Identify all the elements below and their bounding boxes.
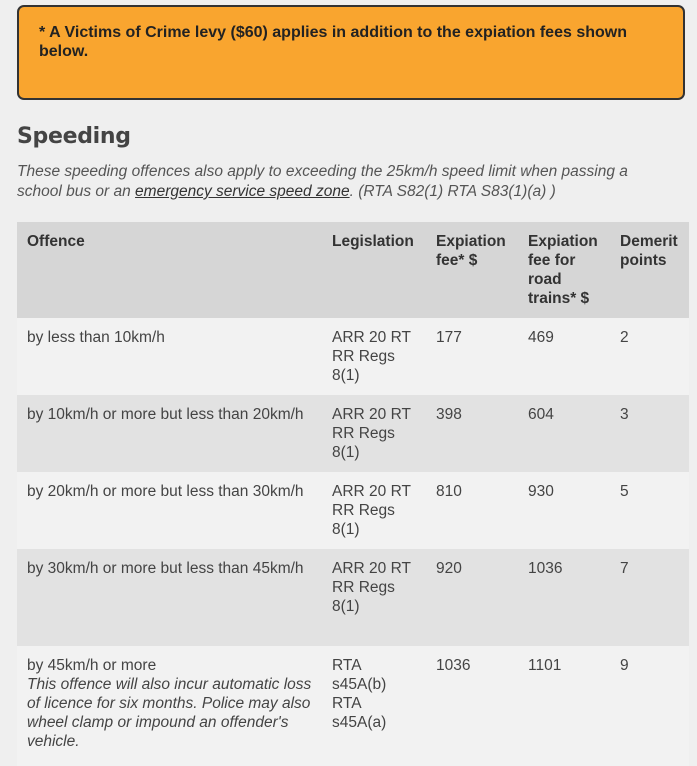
offence-note: This offence will also incur automatic loss of licence for six months. Police may also wheel clamp or impound an offender's vehicle.: [27, 676, 312, 750]
cell-offence: [17, 395, 322, 472]
cell-fee: 920: [436, 560, 462, 577]
offence-text: by 10km/h or more but less than 20km/h: [27, 406, 304, 423]
cell-fee: 177: [436, 329, 462, 346]
cell-legislation: ARR 20 RT RR Regs 8(1): [332, 406, 411, 461]
cell-offence: [17, 318, 322, 395]
header-demerit-points: Demerit points: [610, 222, 689, 318]
intro-text-after: . (RTA S82(1) RTA S83(1)(a) ): [349, 183, 556, 200]
section-heading: Speeding: [17, 124, 131, 149]
cell-legislation: ARR 20 RT RR Regs 8(1): [332, 483, 411, 538]
offence-text: by 30km/h or more but less than 45km/h: [27, 560, 304, 577]
cell-road-fee: 1101: [528, 657, 562, 674]
cell-offence: [17, 549, 322, 646]
header-offence: Offence: [17, 222, 322, 318]
cell-points: 5: [620, 483, 629, 500]
section-intro: [17, 162, 677, 202]
offence-text: by less than 10km/h: [27, 329, 165, 346]
cell-legislation: RTA s45A(b) RTA s45A(a): [332, 657, 387, 731]
cell-points: 9: [620, 657, 629, 674]
table-row: [17, 318, 689, 395]
cell-road-fee: 1036: [528, 560, 563, 577]
offence-text: by 20km/h or more but less than 30km/h: [27, 483, 304, 500]
header-expiation-fee: Expiation fee* $: [426, 222, 518, 318]
table-header-row: [17, 222, 689, 318]
victims-levy-notice: [17, 5, 685, 100]
offence-text: by 45km/h or more: [27, 657, 157, 674]
cell-fee: 810: [436, 483, 462, 500]
emergency-zone-link[interactable]: emergency service speed zone: [135, 183, 350, 200]
intro-text-before: These speeding offences also apply to exceeding the 25km/h speed limit when passing a school bus or an: [17, 163, 628, 200]
cell-fee: 398: [436, 406, 462, 423]
cell-fee: 1036: [436, 657, 471, 674]
cell-points: 7: [620, 560, 629, 577]
table-row: [17, 646, 689, 766]
cell-points: 2: [620, 329, 629, 346]
table-row: [17, 395, 689, 472]
cell-road-fee: 930: [528, 483, 554, 500]
table-row: [17, 549, 689, 646]
cell-offence: [17, 646, 322, 766]
cell-road-fee: 604: [528, 406, 554, 423]
cell-points: 3: [620, 406, 629, 423]
header-road-train-fee: Expiation fee for road trains* $: [518, 222, 610, 318]
speeding-table: [17, 222, 689, 766]
table-row: [17, 472, 689, 549]
header-legislation: Legislation: [322, 222, 426, 318]
cell-legislation: ARR 20 RT RR Regs 8(1): [332, 560, 411, 615]
cell-legislation: ARR 20 RT RR Regs 8(1): [332, 329, 411, 384]
cell-offence: [17, 472, 322, 549]
cell-road-fee: 469: [528, 329, 554, 346]
notice-text: * A Victims of Crime levy ($60) applies in addition to the expiation fees shown below.: [39, 24, 627, 60]
